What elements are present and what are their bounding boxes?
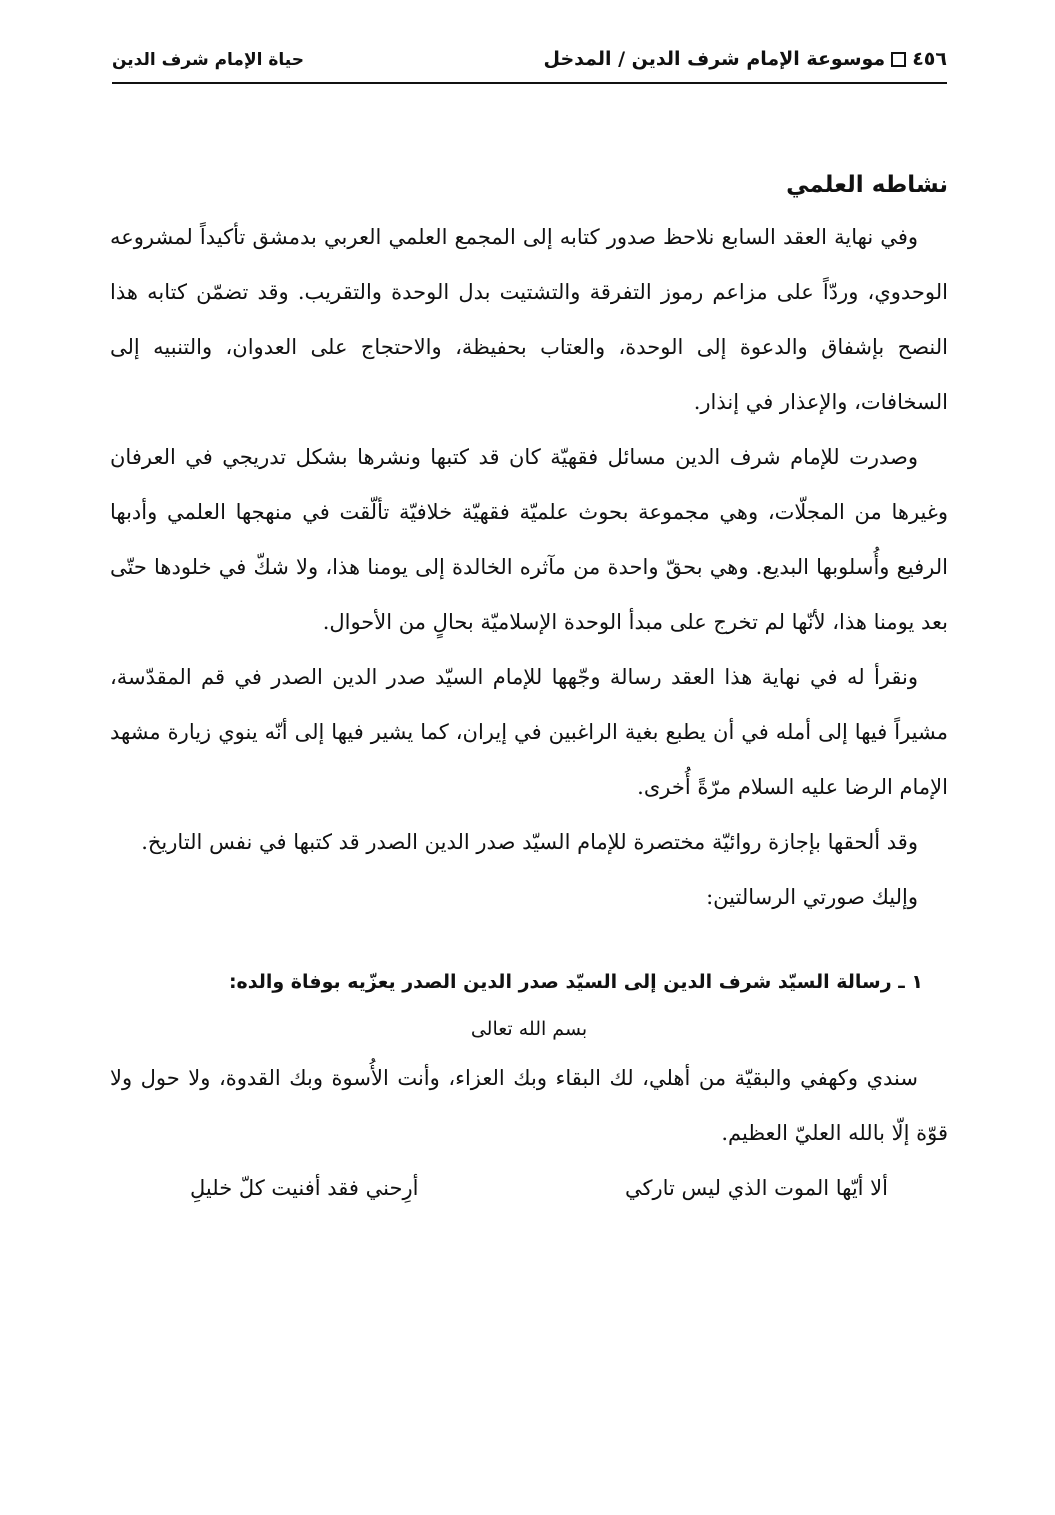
spacer — [110, 925, 948, 957]
chapter-title: حياة الإمام شرف الدين — [112, 50, 304, 70]
page-body — [110, 160, 948, 1216]
paragraph-1: وفي نهاية العقد السابع نلاحظ صدور كتابه إلى المجمع العلمي العربي بدمشق تأكيداً لمشروعه الوحدوي، وردّاً على مزاعم رموز التفرقة والتشتيت بدل الوحدة والتقريب. وقد تضمّن كتابه هذا النصح بإشفاق والدعوة إلى الوحدة، والعتاب بحفيظة، والاحتجاج على العدوان، والتنبيه إلى السخافات، والإعذار في إنذار. — [110, 225, 948, 414]
page-number: ٤٥٦ — [912, 48, 947, 70]
paragraph-5: وإليك صورتي الرسالتين: — [706, 885, 918, 909]
paragraph-2: وصدرت للإمام شرف الدين مسائل فقهيّة كان قد كتبها ونشرها بشكل تدريجي في العرفان وغيرها من المجلّات، وهي مجموعة بحوث علميّة فقهيّة خلافيّة تألّقت في منهجها العلمي وأدبها الرفيع وأُسلوبها البديع. وهي بحقّ واحدة من مآثره الخالدة إلى يومنا هذا، ولا شكّ في خلودها حتّى بعد يومنا هذا، لأنّها لم تخرج على مبدأ الوحدة الإسلاميّة بحالٍ من الأحوال. — [110, 445, 948, 634]
square-separator-icon — [891, 52, 906, 67]
letter-text: سندي وكهفي والبقيّة من أهلي، لك البقاء وبك العزاء، وأنت الأُسوة وبك القدوة، ولا حول ولا قوّة إلّا بالله العليّ العظيم. — [110, 1066, 948, 1145]
paragraph-3: ونقرأ له في نهاية هذا العقد رسالة وجّهها للإمام السيّد صدر الدين الصدر في قم المقدّسة، مشيراً فيها إلى أمله في أن يطبع بغية الراغبين في إيران، كما يشير فيها إلى أنّه ينوي زيارة مشهد الإمام الرضا عليه السلام مرّةً أُخرى. — [110, 665, 948, 799]
basmala: بسم الله تعالى — [470, 1018, 588, 1040]
series-title: موسوعة الإمام شرف الدين / المدخل — [543, 48, 886, 70]
section-heading: نشاطه العلمي — [786, 172, 948, 198]
verse-second-hemistich: أرِحني فقد أفنيت كلّ خليلِ — [190, 1176, 419, 1200]
poetry-verse — [110, 1161, 948, 1216]
paragraph-4: وقد ألحقها بإجازة روائيّة مختصرة للإمام السيّد صدر الدين الصدر قد كتبها في نفس التاريخ. — [141, 830, 918, 854]
header-right — [543, 48, 947, 70]
letter-heading: ١ ـ رسالة السيّد شرف الدين إلى السيّد صدر الدين الصدر يعزّيه بوفاة والده: — [228, 971, 923, 993]
verse-first-hemistich: ألا أيّها الموت الذي ليس تاركي — [624, 1176, 888, 1200]
running-header — [112, 38, 947, 84]
